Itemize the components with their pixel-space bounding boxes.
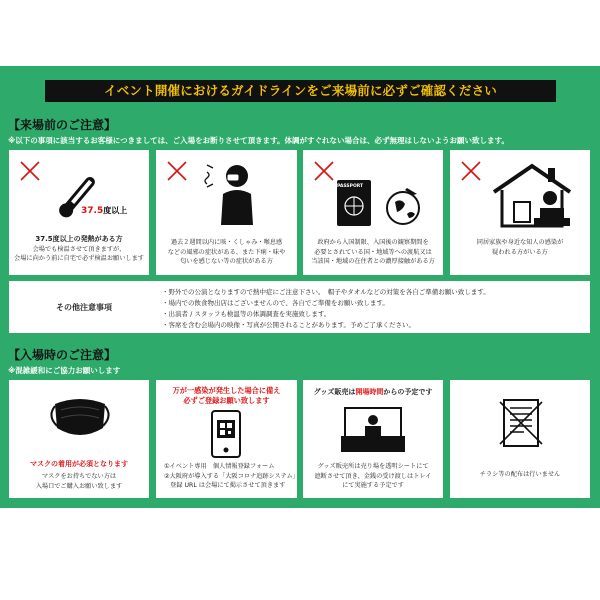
notes-list xyxy=(162,287,490,331)
temperature-suffix: 度以上 xyxy=(103,206,128,215)
mask-required-text: マスクの着用が必須となります xyxy=(30,460,128,468)
card-caption: マスクをお持ちでない方は 入場口でご購入お願い致します xyxy=(35,473,123,490)
phone-qr-icon xyxy=(211,410,241,458)
no-flyer-icon xyxy=(498,398,544,448)
goods-title: グッズ販売は開場時間からの予定です xyxy=(313,388,433,396)
prohibited-x-icon xyxy=(313,160,335,182)
page-title: イベント開催におけるガイドラインをご来場前に必ずご確認ください xyxy=(45,80,556,102)
prohibited-x-icon xyxy=(460,160,482,182)
card-fever xyxy=(9,150,149,275)
temperature-value: 37.5 xyxy=(81,206,104,216)
coughing-person-icon xyxy=(201,160,261,225)
prohibited-x-icon xyxy=(166,160,188,182)
registration-red-title: 万が一感染が発生した場合に備え 必ずご登録お願い致します xyxy=(172,386,281,405)
section-subheading-entry: ※混雑緩和にご協力お願いします xyxy=(8,366,121,375)
section-heading-before: 【来場前のご注意】 xyxy=(8,118,117,132)
card-caption: 同居家族や身近な知人の感染が 疑われる方がいる方 xyxy=(476,239,564,256)
card-cold-symptoms xyxy=(156,150,297,275)
mask-icon xyxy=(47,394,113,442)
passport-label: PASSPORT xyxy=(337,184,364,189)
card-caption: 過去２週間以内に咳・くしゃみ・喉息感 などの風邪の症状がある、また下痢・味や 匂いを感じない等の症状がある方 xyxy=(167,239,286,265)
house-sick-person-icon xyxy=(484,160,584,232)
card-travel xyxy=(303,150,443,275)
notes-label: その他注意事項 xyxy=(56,302,112,312)
card-mask xyxy=(9,380,149,498)
section-subheading-before: ※以下の事項に該当するお客様につきましては、ご入場をお断りさせて頂きます。体調がすぐれない場合は、必ず無理はしないようお願い致します。 xyxy=(8,136,509,145)
prohibited-x-icon xyxy=(19,160,41,182)
note-item: ・ 場内での飲食物出店はございませんので、各自でご準備をお願い致します。 xyxy=(162,298,490,309)
globe-plane-icon xyxy=(381,184,425,228)
note-item: ・ 野外での公演となりますので熱中症にご注意下さい。 帽子やタオルなどの対策を各自ご準備お願い致します。 xyxy=(162,287,490,298)
note-item: ・ 出演者 / スタッフも検温等の体調調査を実施致します。 xyxy=(162,309,490,320)
card-caption: 政府から入国制限、入国後の観察期間を 必要とされている国・地域等への渡航又は 当該国・地域の在住者との濃厚接触がある方 xyxy=(311,239,435,265)
goods-counter-icon xyxy=(341,406,405,454)
card-registration xyxy=(156,380,297,498)
section-heading-entry: 【入場時のご注意】 xyxy=(8,348,117,362)
note-item: ・ 客席を含む会場内の映像・写真が公開されることがあります。予めご了承ください。 xyxy=(162,320,490,331)
other-notes xyxy=(9,281,590,333)
card-caption: 37.5度以上の発熱がある方 会場でも検温させて頂きますが、 会場に向かう前に自宅で必ず検温お願いします xyxy=(14,235,144,262)
card-goods xyxy=(303,380,443,498)
card-family xyxy=(450,150,590,275)
card-caption: ①イベント専用 個人情報登録フォーム ②大阪府が導入する「大阪コロナ追跡システム」 登録 URL は会場にて掲示させて頂きます xyxy=(164,463,299,489)
card-flyer xyxy=(450,380,590,498)
card-caption: グッズ販売所は売り場を透明シートにて 遮断させて頂き、金銭の受け渡しはトレイ にて実施する予定です xyxy=(314,463,432,489)
card-caption: チラシ等の配布は行いません xyxy=(479,471,561,478)
